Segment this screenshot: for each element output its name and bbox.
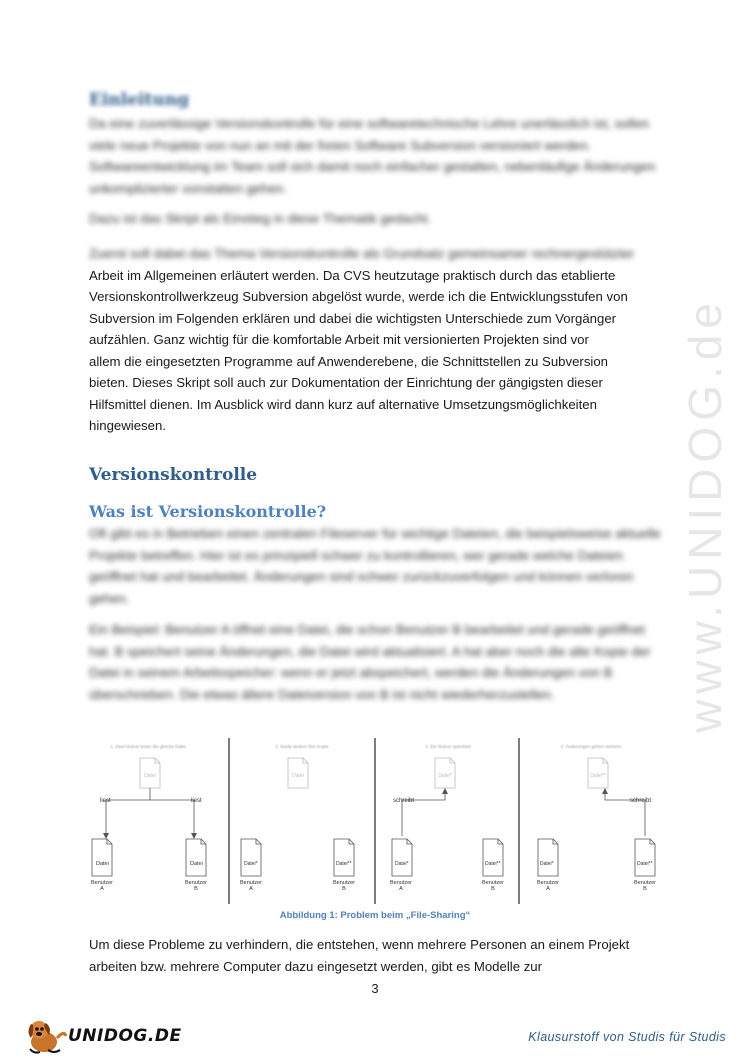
paragraph-intro-3-first-line: Zuerst soll dabei das Thema Versionskontrolle als Grundsatz gemeinsamer rechnergestützter [89,246,635,261]
server-file-icon [435,758,455,788]
server-file-icon [288,758,308,788]
arrow-label-left: liest [100,798,111,804]
arrow-label-right: schreibt [630,798,652,804]
paragraph-fileserver: Oft gibt es in Betrieben einen zentralen Fileserver für wichtige Dateien, die beispielsweise aktuelle Projekte betreffen. Hier ist es prinzipiell schwer zu kontrollieren, wer gerade welche Dateien geöffnet hat und bearbeitet. Änderungen sind schwer zurückzuverfolgen und können verloren gehen. [89,526,661,606]
paragraph-intro-3 [89,243,664,437]
arrow-label-right: liest [191,798,202,804]
user-b-file-label: Datei** [637,861,653,867]
subheading-was-ist-versionskontrolle: Was ist Versionskontrolle? [89,502,327,521]
panel-title: 3. Ein Nutzer speichert [425,744,471,749]
user-a-file-icon [92,839,112,876]
user-b-label: Benutzer B [184,880,208,892]
user-b-file-label: Datei** [485,861,501,867]
server-file-icon [588,758,608,788]
panel-title: 2. Beide ändern ihre Kopie [275,744,329,749]
user-b-file-icon [186,839,206,876]
watermark-text: www.UNIDOG.de [679,297,731,733]
user-b-label: Benutzer B [332,880,356,892]
dog-mascot-icon [22,1016,68,1056]
figure-caption: Abbildung 1: Problem beim „File-Sharing“ [279,910,471,921]
user-b-file-label: Datei** [336,861,352,867]
user-a-file-label: Datei* [395,861,409,867]
server-file-label: Datei [292,773,304,779]
figure-panel-3 [390,744,504,892]
heading-einleitung: Einleitung [89,90,189,110]
user-b-file-icon [483,839,503,876]
text-line: allem die eingesetzten Programme auf Anwenderebene, die Schnittstellen zu Subversion [89,353,609,369]
paragraph-intro-2: Dazu ist das Skript als Einstieg in diese Thematik gedacht. [89,211,432,226]
user-b-label: Benutzer B [481,880,505,892]
user-b-file-icon [334,839,354,876]
paragraph-intro-1: Da eine zuverlässige Versionskontrolle für eine softwaretechnische Lehre unerlässlich ist, sollen viele neue Projekte von nun an mit der freien Software Subversion versioniert werden. Softwareentwicklung im Team soll sich damit noch einfacher gestalten, nebenläufige Änderungen unkomplizierter vonstatten gehen. [89,116,656,196]
server-file-label: Datei** [590,773,606,779]
user-a-file-label: Datei [96,861,109,867]
user-b-file-label: Datei [190,861,203,867]
user-a-label: Benutzer A [536,880,560,892]
user-a-file-label: Datei* [244,861,258,867]
heading-versionskontrolle: Versionskontrolle [89,465,258,485]
user-a-file-icon [241,839,261,876]
paragraph-beispiel: Ein Beispiel: Benutzer A öffnet eine Datei, die schon Benutzer B bearbeitet und gerade geöffnet hat. B speichert seine Änderungen, die Datei wird aktualisiert. A hat aber noch die alte Kopie der Datei in seinem Arbeitsspeicher: wenn er jetzt abspeichert, werden die Änderungen von B überschrieben. Die etwas ältere Dateiversion von B ist nicht wiederherzustellen. [89,622,651,702]
text-line: Arbeit im Allgemeinen erläutert werden. Da CVS heutzutage praktisch durch das etablierte [89,267,616,283]
text-line: arbeiten bzw. mehrere Computer dazu eingesetzt werden, gibt es Modelle zur [89,958,543,974]
user-b-file-icon [635,839,655,876]
server-file-label: Datei [144,773,156,779]
page-number: 3 [371,981,379,996]
arrow-label-left: schreibt [393,798,415,804]
user-a-label: Benutzer A [90,880,114,892]
server-file-label: Datei* [438,773,452,779]
text-line: hingewiesen. [89,418,166,433]
figure-panel-1 [91,744,207,892]
user-a-file-icon [538,839,558,876]
server-file-icon [140,758,160,788]
user-a-file-icon [392,839,412,876]
user-a-label: Benutzer A [239,880,263,892]
text-line: Hilfsmittel dienen. Im Ausblick wird dann kurz auf alternative Umsetzungsmöglichkeiten [89,396,597,412]
text-line: Subversion im Folgenden erklären und dabei die wichtigsten Unterschiede zum Vorgänger [89,310,617,326]
panel-title: 4. Änderungen gehen verloren [560,744,622,749]
figure-panel-2 [240,744,355,892]
text-line: Um diese Probleme zu verhindern, die entstehen, wenn mehrere Personen an einem Projekt [89,937,630,952]
user-a-label: Benutzer A [389,880,413,892]
paragraph-after-figure [89,934,664,977]
footer-slogan: Klausurstoff von Studis für Studis [528,1030,726,1044]
figure-panel-4 [537,743,656,892]
file-sharing-diagram [88,736,663,906]
text-line: bieten. Dieses Skript soll auch zur Dokumentation der Einrichtung der gängigsten dieser [89,375,603,390]
text-line: aufzählen. Ganz wichtig für die komfortable Arbeit mit versionierten Projekten sind vor [89,332,589,347]
user-b-label: Benutzer B [633,880,657,892]
user-a-file-label: Datei* [540,861,554,867]
footer-logo [22,1016,182,1056]
panel-title: 1. Zwei Nutzer lesen die gleiche Datei [110,744,186,749]
text-line: Versionskontrollwerkzeug Subversion abgelöst wurde, werde ich die Entwicklungsstufen von [89,289,628,304]
footer-logo-text: UNIDOG.DE [68,1026,182,1046]
